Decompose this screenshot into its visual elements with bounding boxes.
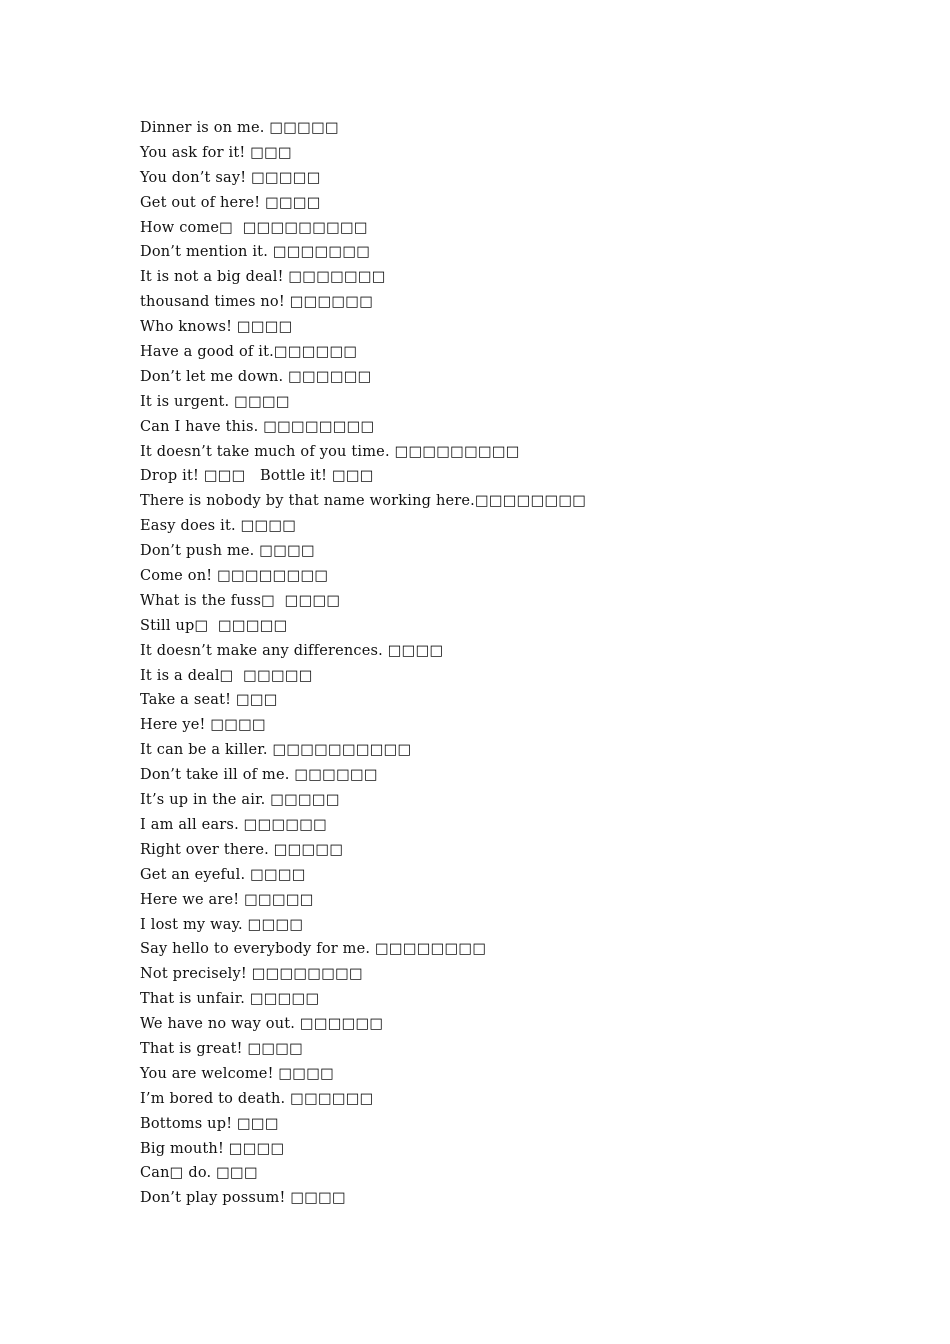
phrase-line: It is not a big deal! □□□□□□□ xyxy=(140,269,386,286)
phrase-line: Come on! □□□□□□□□ xyxy=(140,568,329,585)
phrase-list xyxy=(140,116,840,1211)
phrase-line: You are welcome! □□□□ xyxy=(140,1065,335,1082)
phrase-line: That is great! □□□□ xyxy=(140,1040,304,1057)
phrase-line: Say hello to everybody for me. □□□□□□□□ xyxy=(140,941,487,958)
phrase-line: Don’t push me. □□□□ xyxy=(140,543,315,560)
phrase-line: It is urgent. □□□□ xyxy=(140,393,290,410)
phrase-line: Don’t mention it. □□□□□□□ xyxy=(140,244,371,261)
phrase-line: Don’t let me down. □□□□□□ xyxy=(140,368,372,385)
phrase-line: Can□ do. □□□ xyxy=(140,1165,258,1182)
phrase-line: Don’t take ill of me. □□□□□□ xyxy=(140,767,378,784)
phrase-line: Get an eyeful. □□□□ xyxy=(140,866,306,883)
phrase-line: Can I have this. □□□□□□□□ xyxy=(140,418,375,435)
phrase-line: It’s up in the air. □□□□□ xyxy=(140,792,340,809)
phrase-line: That is unfair. □□□□□ xyxy=(140,991,320,1008)
phrase-line: Bottoms up! □□□ xyxy=(140,1115,279,1132)
phrase-line: It doesn’t take much of you time. □□□□□□□□□ xyxy=(140,443,520,460)
phrase-line: Big mouth! □□□□ xyxy=(140,1140,285,1157)
phrase-line: Dinner is on me. □□□□□ xyxy=(140,120,339,136)
phrase-line: Have a good of it.□□□□□□ xyxy=(140,344,358,361)
phrase-line: Take a seat! □□□ xyxy=(140,692,278,709)
phrase-line: I am all ears. □□□□□□ xyxy=(140,816,328,833)
phrase-line: It is a deal□ □□□□□ xyxy=(140,667,313,684)
phrase-line: What is the fuss□ □□□□ xyxy=(140,592,341,609)
phrase-line: It can be a killer. □□□□□□□□□□ xyxy=(140,742,412,759)
phrase-line: I’m bored to death. □□□□□□ xyxy=(140,1090,374,1107)
phrase-line: It doesn’t make any differences. □□□□ xyxy=(140,642,444,659)
phrase-line: Right over there. □□□□□ xyxy=(140,841,344,858)
phrase-line: Here we are! □□□□□ xyxy=(140,891,314,908)
phrase-line: There is nobody by that name working here.□□□□□□□□ xyxy=(140,493,587,510)
phrase-line: We have no way out. □□□□□□ xyxy=(140,1016,384,1033)
phrase-line: Here ye! □□□□ xyxy=(140,717,266,734)
phrase-line: How come□ □□□□□□□□□ xyxy=(140,219,368,236)
phrase-line: You don’t say! □□□□□ xyxy=(140,169,321,186)
phrase-line: Get out of here! □□□□ xyxy=(140,194,321,211)
phrase-line: Still up□ □□□□□ xyxy=(140,617,288,634)
phrase-line: thousand times no! □□□□□□ xyxy=(140,294,374,311)
phrase-line: Drop it! □□□ Bottle it! □□□ xyxy=(140,468,374,485)
phrase-line: Easy does it. □□□□ xyxy=(140,518,297,535)
phrase-line: Not precisely! □□□□□□□□ xyxy=(140,966,363,983)
phrase-line: You ask for it! □□□ xyxy=(140,144,292,161)
phrase-line: Who knows! □□□□ xyxy=(140,319,293,336)
phrase-line: Don’t play possum! □□□□ xyxy=(140,1190,346,1207)
phrase-line: I lost my way. □□□□ xyxy=(140,916,304,933)
